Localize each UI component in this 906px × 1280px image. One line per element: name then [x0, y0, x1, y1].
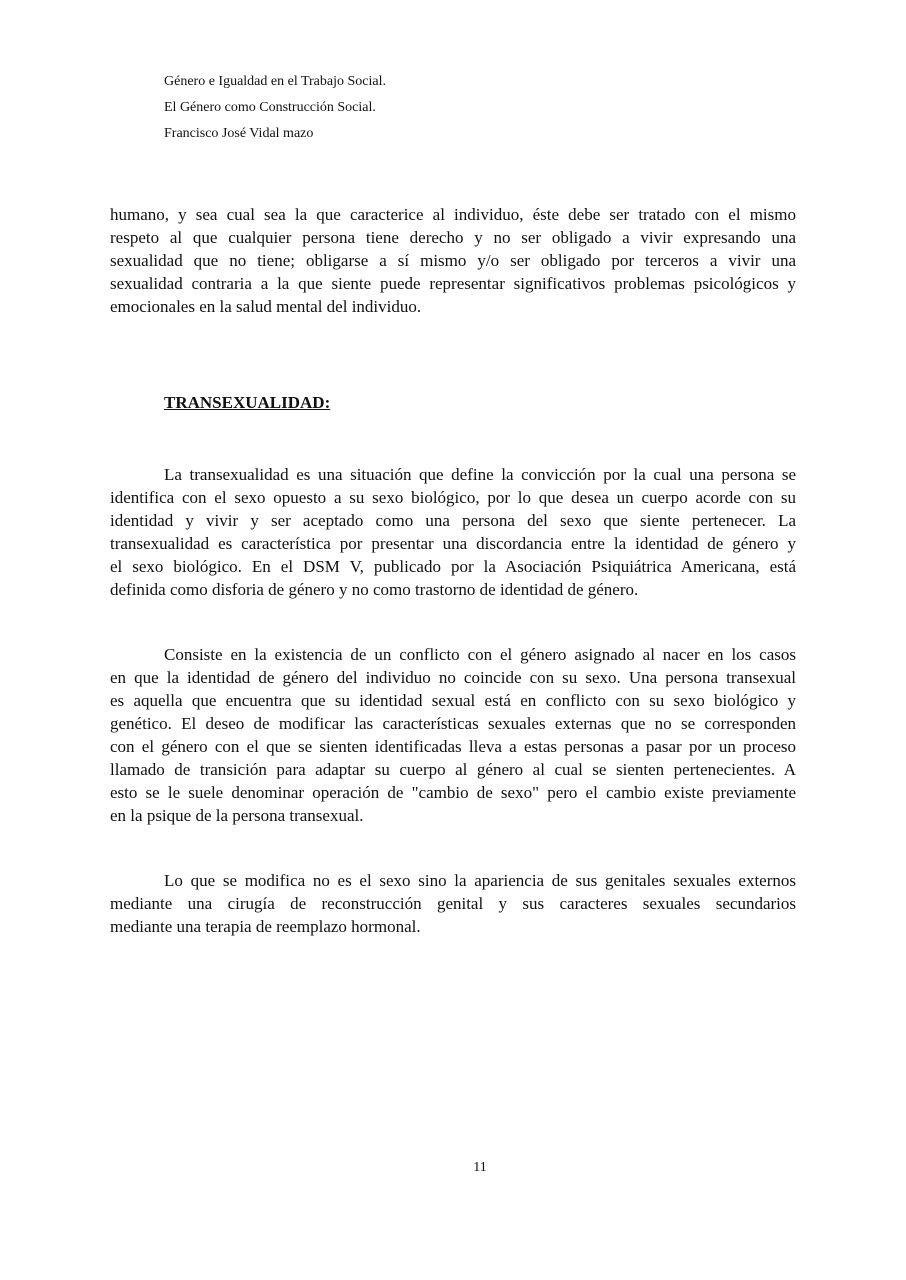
header-title: Género e Igualdad en el Trabajo Social.: [164, 74, 386, 89]
section-heading: TRANSEXUALIDAD:: [164, 393, 331, 412]
text-line: mediante una cirugía de reconstrucción genital y sus caracteres sexuales secundarios: [110, 894, 796, 913]
paragraph-modification: [110, 869, 796, 938]
header-subtitle: El Género como Construcción Social.: [164, 100, 376, 115]
text-line: emocionales en la salud mental del individuo.: [110, 297, 422, 316]
text-line: el sexo biológico. En el DSM V, publicado por la Asociación Psiquiátrica Americana, está: [110, 557, 796, 576]
text-line: respeto al que cualquier persona tiene derecho y no ser obligado a vivir expresando una: [110, 228, 796, 247]
header-author: Francisco José Vidal mazo: [164, 126, 314, 141]
page-number: 11: [473, 1160, 487, 1175]
text-line: Consiste en la existencia de un conflicto con el género asignado al nacer en los casos: [164, 645, 796, 664]
text-line: transexualidad es característica por presentar una discordancia entre la identidad de género y: [110, 534, 796, 553]
text-line: humano, y sea cual sea la que caracterice al individuo, éste debe ser tratado con el mismo: [110, 205, 796, 224]
text-line: identidad y vivir y ser aceptado como una persona del sexo que siente pertenecer. La: [110, 511, 796, 530]
text-line: sexualidad que no tiene; obligarse a sí mismo y/o ser obligado por terceros a vivir una: [110, 251, 796, 270]
paragraph-conflict: [110, 643, 796, 827]
text-line: genético. El deseo de modificar las características sexuales externas que no se corresponden: [110, 714, 796, 733]
text-line: es aquella que encuentra que su identidad sexual está en conflicto con su sexo biológico y: [110, 691, 796, 710]
text-line: esto se le suele denominar operación de "cambio de sexo" pero el cambio existe previamente: [110, 783, 796, 802]
paragraph-continuation: [110, 203, 796, 318]
text-line: llamado de transición para adaptar su cuerpo al género al cual se sienten pertenecientes. A: [110, 760, 796, 779]
text-line: identifica con el sexo opuesto a su sexo biológico, por lo que desea un cuerpo acorde con su: [110, 488, 796, 507]
text-line: sexualidad contraria a la que siente puede representar significativos problemas psicológicos y: [110, 274, 796, 293]
text-line: en la psique de la persona transexual.: [110, 806, 364, 825]
text-line: en que la identidad de género del individuo no coincide con su sexo. Una persona transexual: [110, 668, 796, 687]
text-line: mediante una terapia de reemplazo hormonal.: [110, 917, 421, 936]
text-line: Lo que se modifica no es el sexo sino la apariencia de sus genitales sexuales externos: [164, 871, 796, 890]
text-line: con el género con el que se sienten identificadas lleva a estas personas a pasar por un proceso: [110, 737, 796, 756]
text-line: definida como disforia de género y no como trastorno de identidad de género.: [110, 580, 639, 599]
paragraph-definition: [110, 463, 796, 601]
text-line: La transexualidad es una situación que define la convicción por la cual una persona se: [164, 465, 796, 484]
